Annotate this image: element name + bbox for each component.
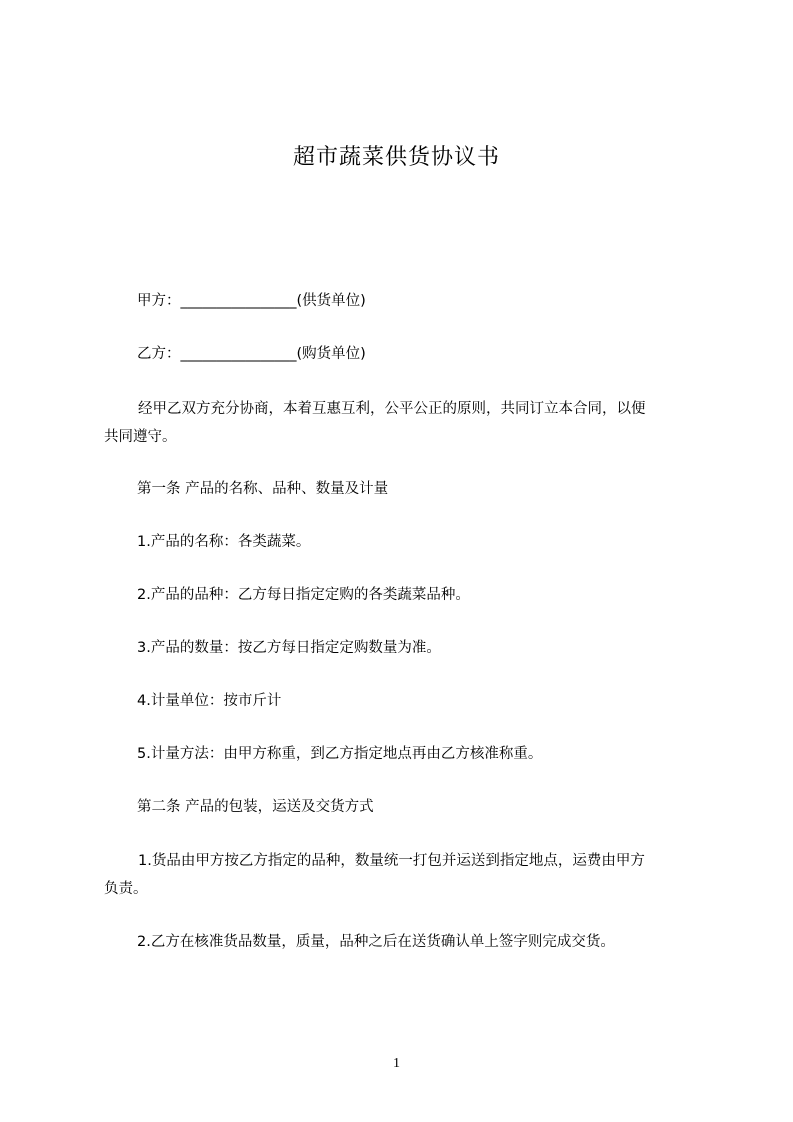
party-b-role: (购货单位) bbox=[296, 346, 366, 362]
intro-paragraph bbox=[104, 395, 704, 451]
party-a-blank: ________________ bbox=[180, 293, 297, 309]
article-2-item-2: 2.乙方在核准货品数量，质量，品种之后在送货确认单上签字则完成交货。 bbox=[137, 934, 615, 950]
intro-line-2: 共同遵守。 bbox=[104, 429, 177, 445]
article-1-item-4: 4.计量单位：按市斤计 bbox=[137, 693, 282, 709]
article-1-item-5: 5.计量方法：由甲方称重，到乙方指定地点再由乙方核准称重。 bbox=[137, 746, 543, 762]
article-1-item-1: 1.产品的名称：各类蔬菜。 bbox=[137, 534, 311, 550]
party-a-label: 甲方： bbox=[137, 293, 181, 309]
page-number: 1 bbox=[393, 1056, 400, 1071]
intro-line-1: 经甲乙双方充分协商，本着互惠互利，公平公正的原则，共同订立本合同，以便 bbox=[138, 401, 646, 417]
party-a-line bbox=[137, 291, 366, 311]
article-1-item-2: 2.产品的品种：乙方每日指定定购的各类蔬菜品种。 bbox=[137, 587, 470, 603]
party-b-blank: ________________ bbox=[180, 346, 297, 362]
article-1-heading: 第一条 产品的名称、品种、数量及计量 bbox=[137, 481, 389, 497]
party-b-label: 乙方： bbox=[137, 346, 181, 362]
article-2-item-1-line-2: 负责。 bbox=[104, 881, 148, 897]
article-2-item-1-line-1: 1.货品由甲方按乙方指定的品种，数量统一打包并运送到指定地点，运费由甲方 bbox=[138, 853, 645, 869]
party-a-role: (供货单位) bbox=[296, 293, 366, 309]
article-1-item-3: 3.产品的数量：按乙方每日指定定购数量为准。 bbox=[137, 640, 441, 656]
article-2-heading: 第二条 产品的包装，运送及交货方式 bbox=[137, 799, 374, 815]
article-2-item-1 bbox=[104, 847, 704, 903]
document-title: 超市蔬菜供货协议书 bbox=[292, 145, 500, 170]
party-b-line bbox=[137, 344, 366, 364]
